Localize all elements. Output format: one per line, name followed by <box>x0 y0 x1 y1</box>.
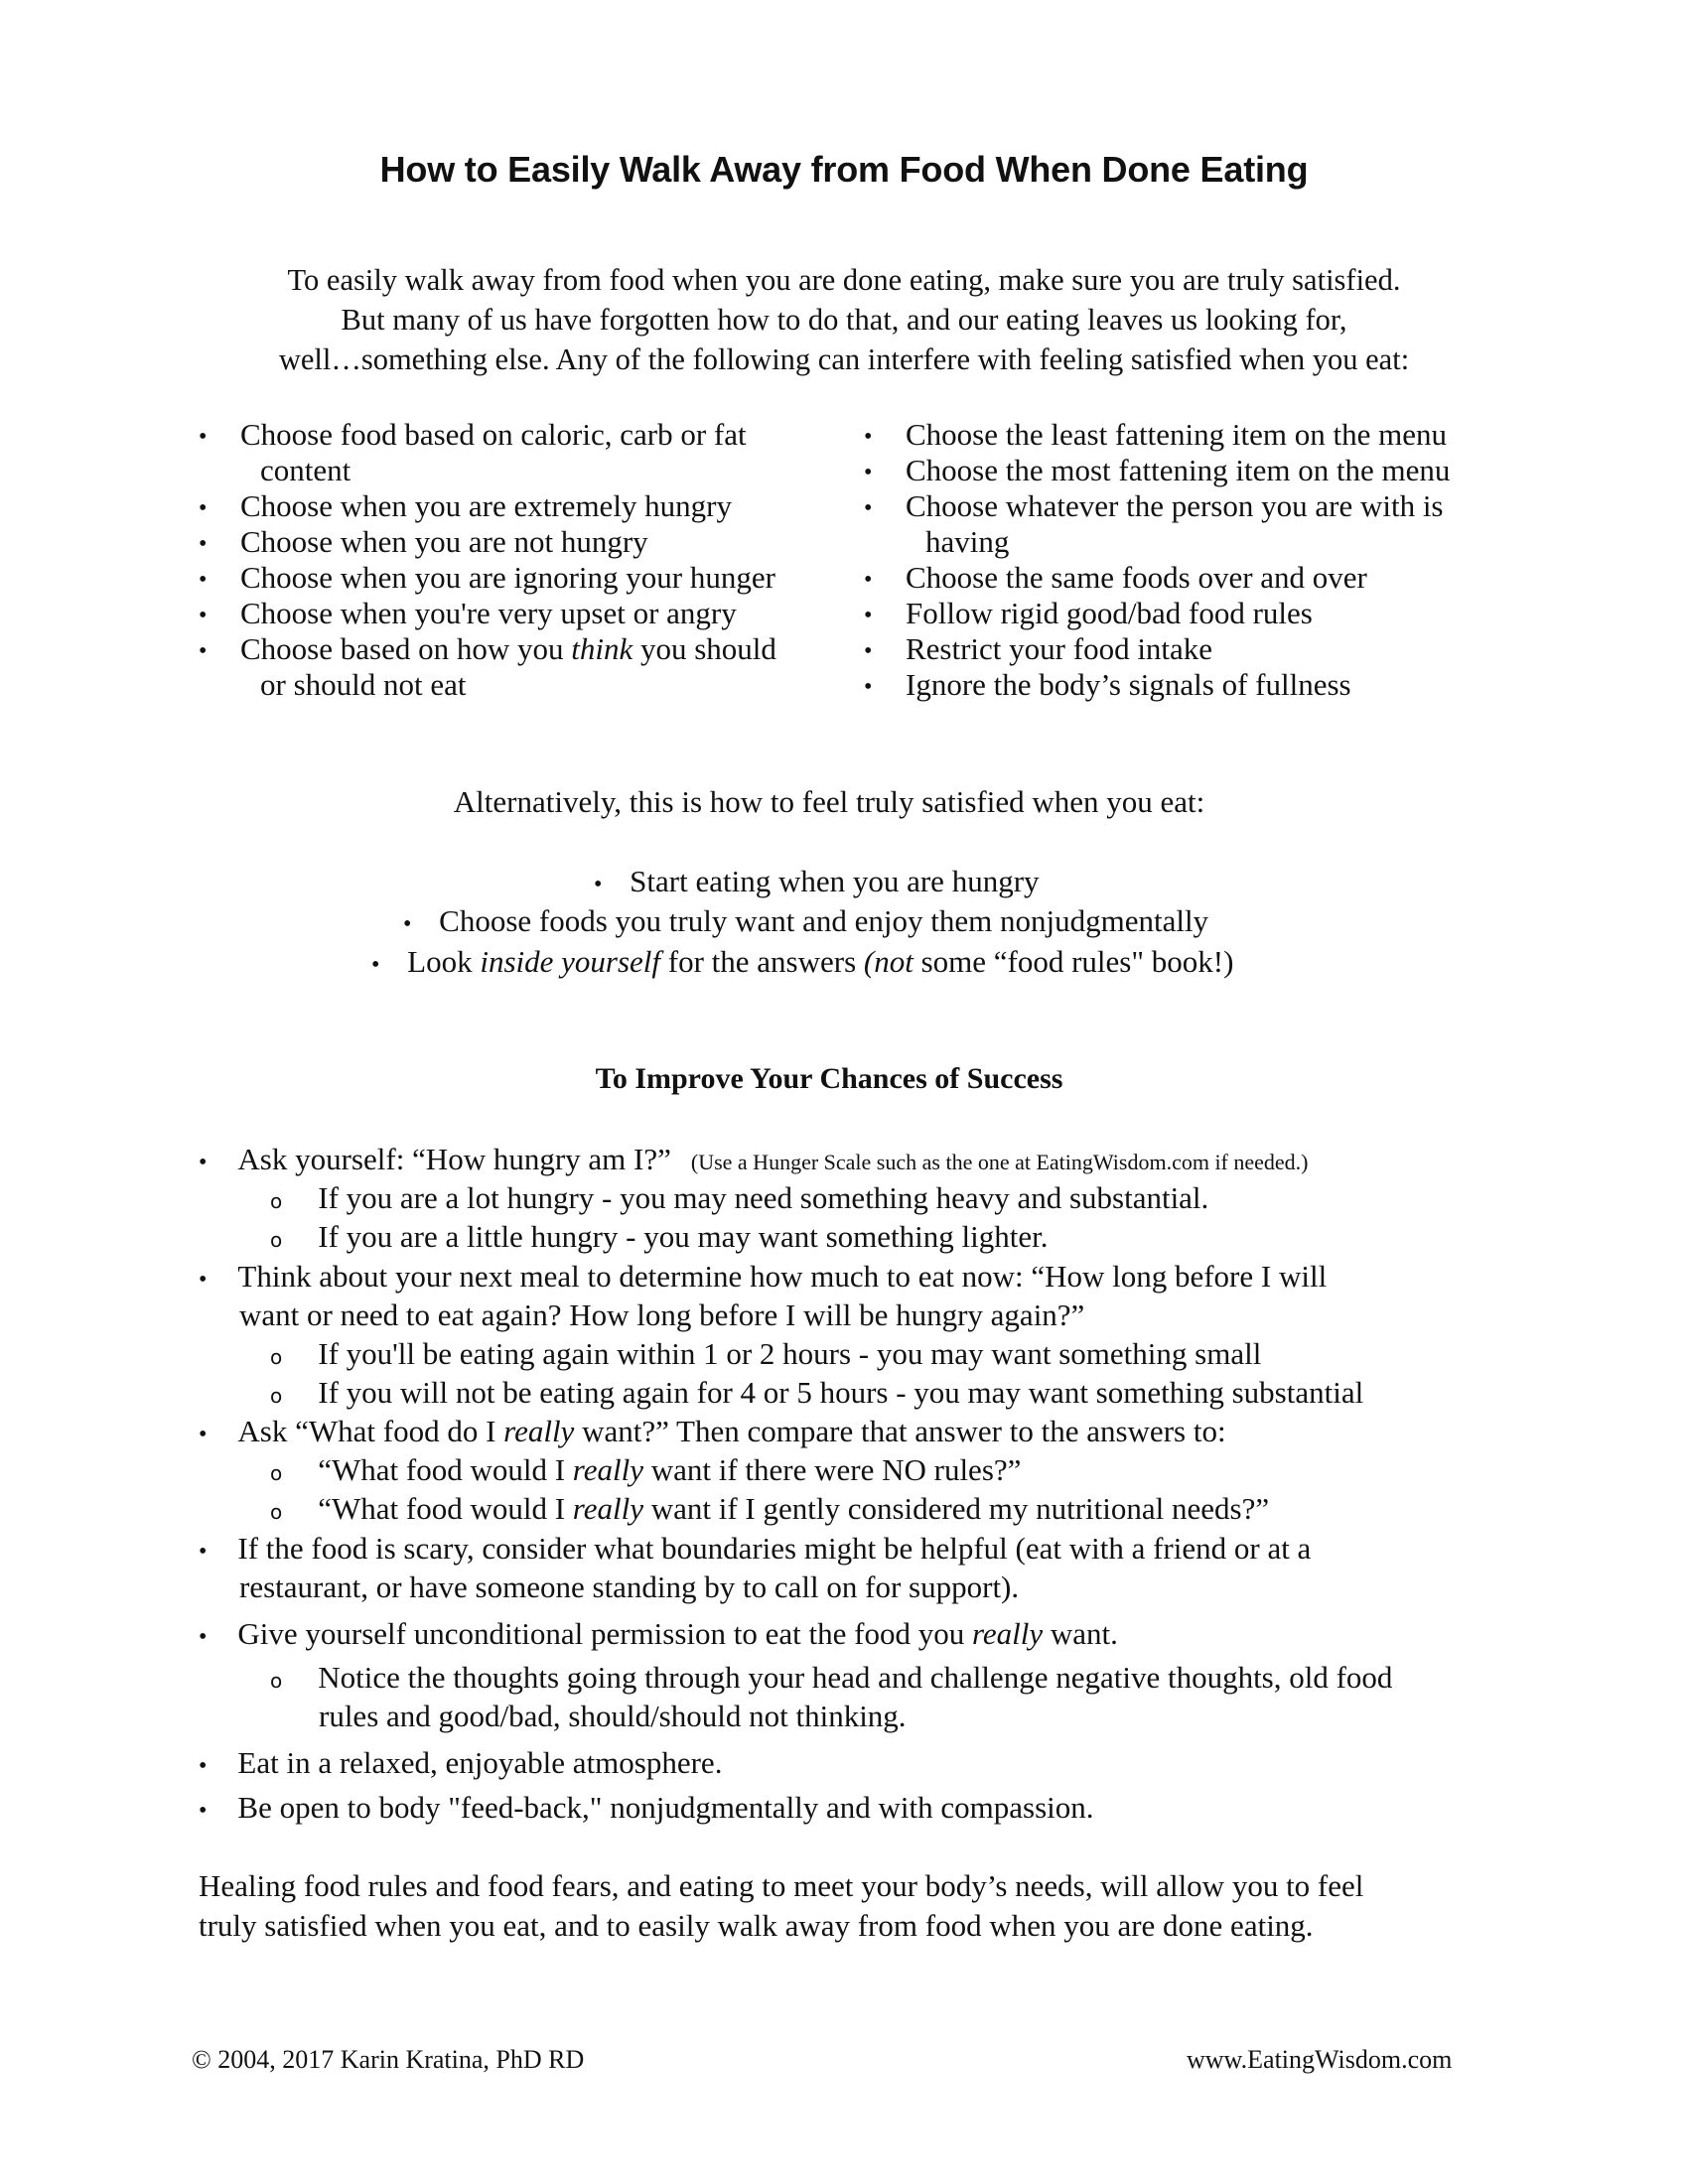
sub-list-item: o “What food would I really want if there were NO rules?” <box>270 1452 1022 1487</box>
circle-bullet-icon: o <box>270 1669 283 1693</box>
list-item: • Choose whatever the person you are with is having <box>864 488 1444 559</box>
bullet-icon: • <box>199 1422 208 1447</box>
circle-bullet-icon: o <box>270 1189 283 1213</box>
list-item: • Choose food based on caloric, carb or fat content <box>199 417 747 487</box>
bullet-icon: • <box>864 603 873 628</box>
bullet-icon: • <box>594 872 603 897</box>
bullet-icon: • <box>199 1798 208 1824</box>
list-item-continuation: want or need to eat again? How long before I will be hungry again?” <box>239 1297 1085 1332</box>
list-item: • Ask “What food do I really want?” Then compare that answer to the answers to: <box>199 1414 1226 1448</box>
list-item: • Choose the same foods over and over <box>864 560 1559 596</box>
bullet-icon: • <box>403 911 412 937</box>
intro-paragraph <box>0 260 1688 379</box>
bullet-icon: • <box>199 1150 208 1175</box>
sub-list-item: o If you will not be eating again for 4 or 5 hours - you may want something substantial <box>270 1375 1364 1410</box>
list-item-continuation: restaurant, or have someone standing by to call on for support). <box>239 1570 1020 1604</box>
list-item: • Start eating when you are hungry <box>594 864 1040 898</box>
bullet-icon: • <box>199 1267 208 1293</box>
page-title: How to Easily Walk Away from Food When Done Eating <box>379 149 1309 190</box>
list-item: • Think about your next meal to determine how much to eat now: “How long before I will <box>199 1259 1328 1294</box>
list-item: • Choose foods you truly want and enjoy them nonjudgmentally <box>403 903 1209 938</box>
sub-list-item: o “What food would I really want if I gently considered my nutritional needs?” <box>270 1491 1270 1526</box>
closing-line: truly satisfied when you eat, and to easily walk away from food when you are done eating. <box>199 1908 1314 1943</box>
bullet-icon: • <box>199 424 208 450</box>
intro-line: But many of us have forgotten how to do that, and our eating leaves us looking for, <box>341 303 1347 337</box>
closing-paragraph <box>199 1866 1489 1946</box>
bullet-icon: • <box>199 531 208 557</box>
circle-bullet-icon: o <box>270 1384 283 1408</box>
list-item: • Look inside yourself for the answers (not some “food rules" book!) <box>371 944 1234 979</box>
list-item: • Choose the least fattening item on the menu <box>864 417 1559 453</box>
circle-bullet-icon: o <box>270 1461 283 1485</box>
circle-bullet-icon: o <box>270 1345 283 1369</box>
bullet-icon: • <box>864 495 873 521</box>
circle-bullet-icon: o <box>270 1500 283 1524</box>
copyright-footer: © 2004, 2017 Karin Kratina, PhD RD <box>192 2045 585 2074</box>
sub-list-item: o Notice the thoughts going through your head and challenge negative thoughts, old food <box>270 1660 1393 1695</box>
alternatively-line: Alternatively, this is how to feel truly satisfied when you eat: <box>453 784 1205 819</box>
circle-bullet-icon: o <box>270 1228 283 1252</box>
list-item: • Choose the most fattening item on the menu <box>864 453 1559 488</box>
sub-list-item: o If you are a little hungry - you may want something lighter. <box>270 1219 1049 1254</box>
bullet-icon: • <box>199 567 208 593</box>
closing-line: Healing food rules and food fears, and eating to meet your body’s needs, will allow you to feel <box>199 1868 1364 1903</box>
bullet-icon: • <box>864 567 873 593</box>
bullet-icon: • <box>199 603 208 628</box>
bullet-icon: • <box>199 495 208 521</box>
list-item: • Choose when you are extremely hungry <box>199 488 834 524</box>
list-item: • If the food is scary, consider what boundaries might be helpful (eat with a friend or at a <box>199 1531 1312 1566</box>
bullet-icon: • <box>199 1539 208 1565</box>
list-item: • Give yourself unconditional permission to eat the food you really want. <box>199 1616 1118 1651</box>
bullet-icon: • <box>864 674 873 700</box>
list-item: • Eat in a relaxed, enjoyable atmosphere. <box>199 1745 723 1780</box>
bullet-icon: • <box>199 1753 208 1779</box>
intro-line: well…something else. Any of the following can interfere with feeling satisfied when you eat: <box>278 342 1410 376</box>
list-item: • Ask yourself: “How hungry am I?” (Use a Hunger Scale such as the one at EatingWisdom.com if needed.) <box>199 1142 1309 1176</box>
list-item: • Ignore the body’s signals of fullness <box>864 667 1559 703</box>
sub-list-item: o If you'll be eating again within 1 or 2 hours - you may want something small <box>270 1336 1262 1371</box>
list-item: • Restrict your food intake <box>864 631 1559 667</box>
interfere-list-right <box>864 417 1559 703</box>
intro-line: To easily walk away from food when you are done eating, make sure you are truly satisfied. <box>287 263 1401 297</box>
sub-list-item: o If you are a lot hungry - you may need something heavy and substantial. <box>270 1180 1209 1215</box>
sub-list-item-continuation: rules and good/bad, should/should not thinking. <box>319 1699 907 1733</box>
list-item: • Choose based on how you think you should or should not eat <box>199 631 776 702</box>
website-footer: www.EatingWisdom.com <box>1187 2045 1453 2074</box>
bullet-icon: • <box>864 638 873 664</box>
bullet-icon: • <box>199 638 208 664</box>
list-item: • Choose when you're very upset or angry <box>199 596 834 631</box>
bullet-icon: • <box>371 952 380 978</box>
list-item: • Follow rigid good/bad food rules <box>864 596 1559 631</box>
section-heading: To Improve Your Chances of Success <box>595 1062 1063 1095</box>
list-item: • Be open to body "feed-back," nonjudgmentally and with compassion. <box>199 1790 1094 1825</box>
interfere-list-left <box>199 417 834 703</box>
bullet-icon: • <box>864 460 873 485</box>
bullet-icon: • <box>864 424 873 450</box>
list-item: • Choose when you are not hungry <box>199 524 834 560</box>
bullet-icon: • <box>199 1624 208 1650</box>
list-item: • Choose when you are ignoring your hunger <box>199 560 834 596</box>
